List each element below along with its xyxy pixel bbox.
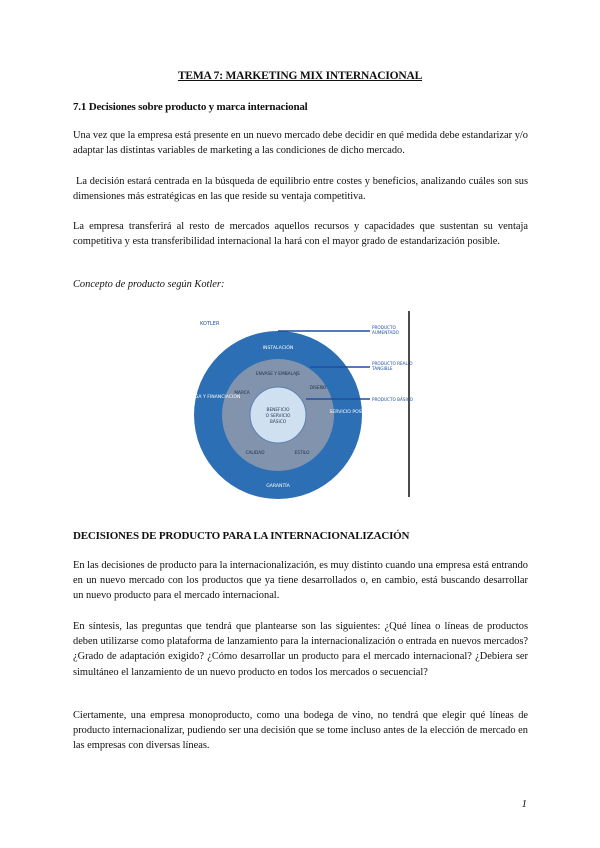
kotler-product-diagram: [180, 305, 415, 500]
diagram-source-label: KOTLER: [200, 321, 220, 327]
outer-label: INSTALACIÓN: [262, 346, 294, 351]
callout-label: PRODUCTO REAL O TANGIBLE: [372, 361, 413, 371]
middle-label: MARCA: [234, 391, 250, 396]
callout-label: PRODUCTO AUMENTADO: [372, 325, 399, 335]
section-heading-product-brand: 7.1 Decisiones sobre producto y marca internacional: [73, 101, 308, 113]
core-label-line: BENEFICIO: [266, 408, 290, 413]
callout-label: PRODUCTO BÁSICO: [372, 397, 413, 402]
outer-label: SERVICIO POST-VENTA: [329, 410, 381, 415]
outer-label: ENTREGA Y FINANCIACIÓN: [180, 395, 241, 400]
document-title: TEMA 7: MARKETING MIX INTERNACIONAL: [177, 70, 423, 82]
core-label-line: O SERVICIO: [265, 414, 291, 419]
page-number: 1: [521, 798, 527, 810]
middle-label: ENVASE Y EMBALAJE: [255, 372, 301, 377]
paragraph: La decisión estará centrada en la búsqueda de equilibrio entre costes y beneficios, analizando cuáles son sus dimensiones más estratégicas en las que reside su ventaja competitiva.: [73, 176, 528, 203]
middle-label: DISEÑO: [309, 386, 327, 391]
core-label-line: BÁSICO: [269, 420, 287, 425]
paragraph: Ciertamente, una empresa monoproducto, como una bodega de vino, no tendrá que elegir qué líneas de producto internacionalizar, pudiendo ser una decisión que se tome incluso antes de la elección de mercado en las empresas con diversas líneas.: [73, 710, 528, 752]
outer-label: GARANTÍA: [266, 484, 290, 489]
middle-label: ESTILO: [294, 451, 310, 456]
middle-label: CALIDAD: [245, 451, 265, 456]
paragraph: En síntesis, las preguntas que tendrá que plantearse son las siguientes: ¿Qué línea o líneas de productos deben utilizarse como plataforma de lanzamiento para la internacionalización o entrada en nuevos mercados? ¿Grado de adaptación exigido? ¿Cómo desarrollar un producto para el mercado internacional? ¿Debiera ser simultáneo el lanzamiento de un nuevo producto en todos los mercados o secuencial?: [73, 621, 528, 678]
paragraph: Una vez que la empresa está presente en un nuevo mercado debe decidir en qué medida debe estandarizar y/o adaptar las distintas variables de marketing a las condiciones de dicho mercado.: [73, 130, 528, 157]
paragraph: La empresa transferirá al resto de mercados aquellos recursos y capacidades que sustentan su ventaja competitiva y esta transferibilidad internacional la hará con el mayor grado de estandarización posible.: [73, 221, 528, 248]
paragraph: En las decisiones de producto para la internacionalización, es muy distinto cuando una empresa está entrando en un nuevo mercado con los productos que ya tiene desarrollados o, en cambio, está buscando desarrollar un nuevo producto para el mercado internacional.: [73, 560, 528, 602]
figure-caption: Concepto de producto según Kotler:: [73, 279, 225, 290]
section-heading-internationalization: DECISIONES DE PRODUCTO PARA LA INTERNACIONALIZACIÓN: [73, 530, 410, 542]
